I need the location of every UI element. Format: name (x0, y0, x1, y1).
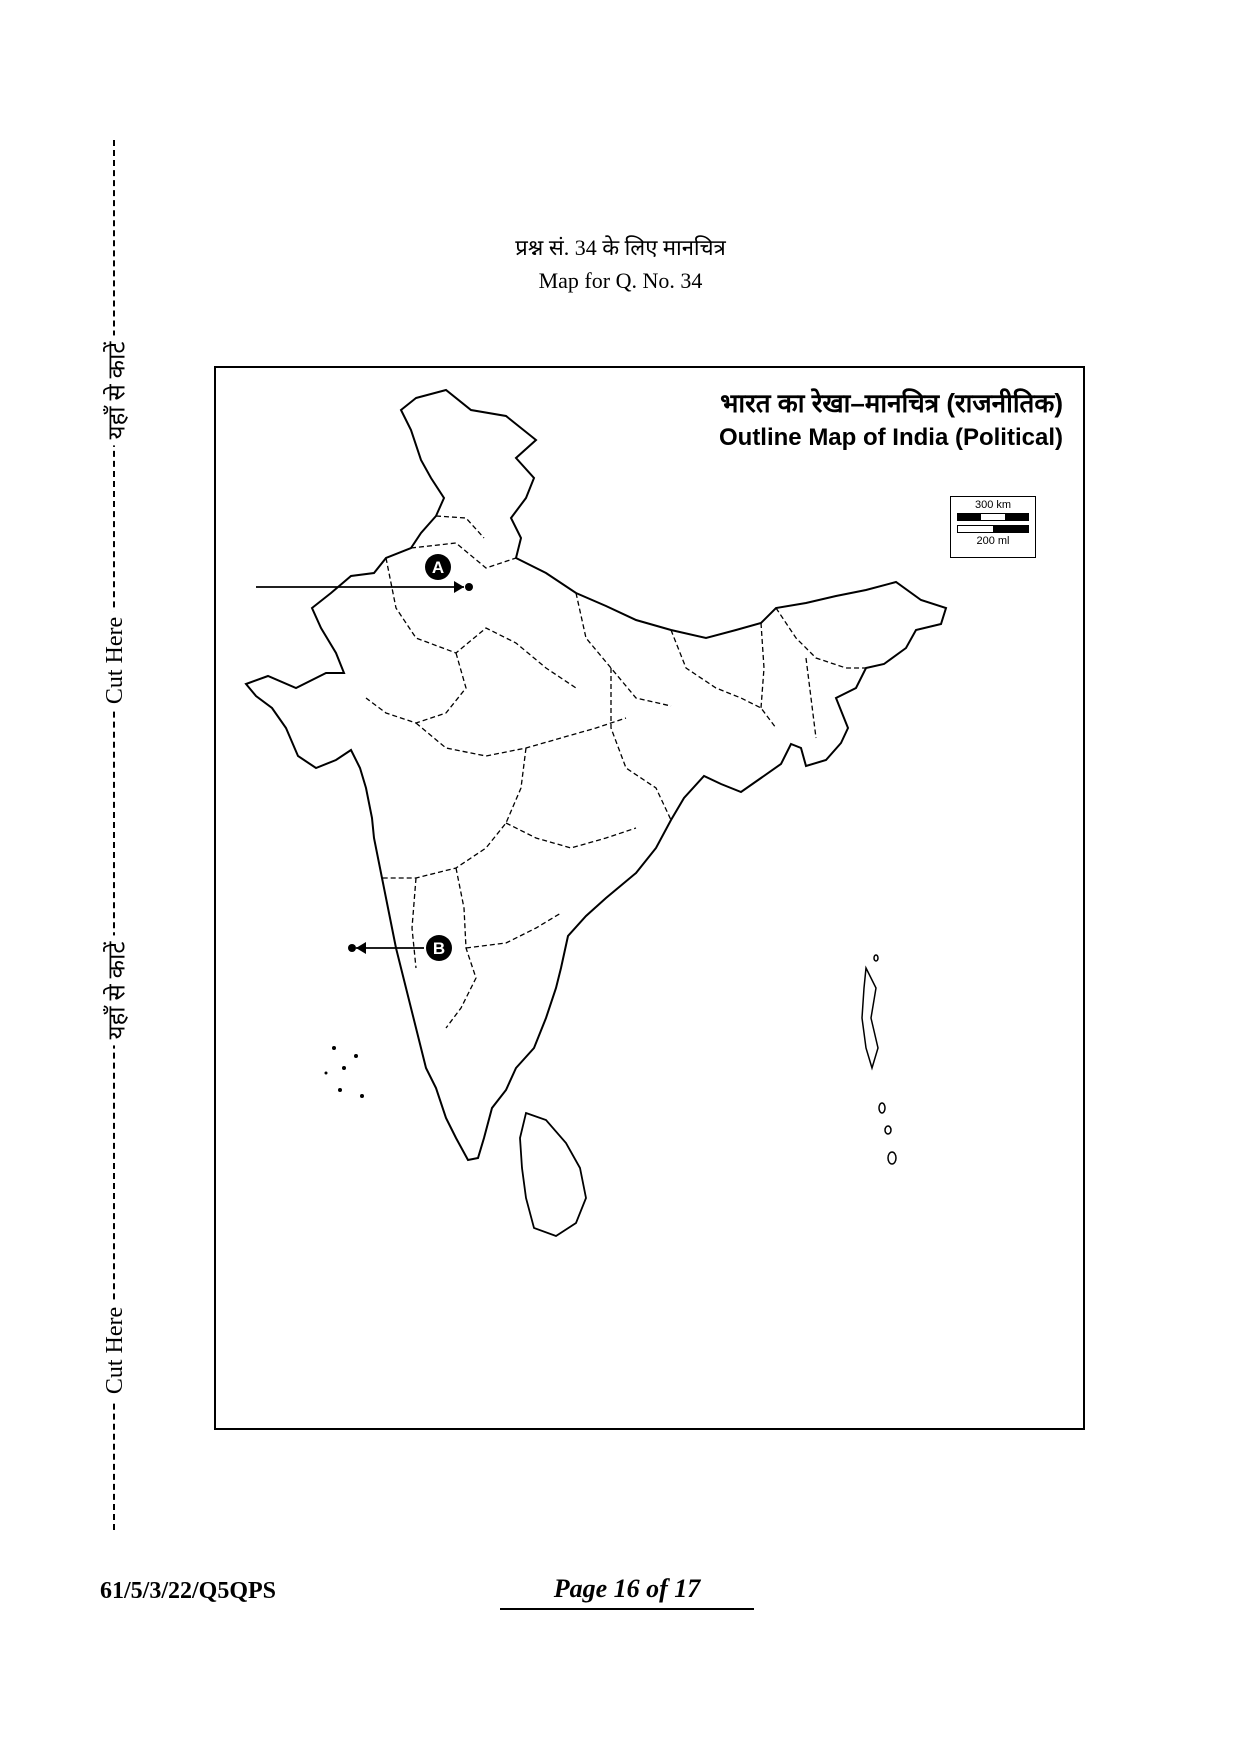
cut-here-margin (96, 140, 136, 1530)
marker-a-point (465, 583, 473, 591)
map-frame (214, 366, 1085, 1430)
india-outline (246, 390, 946, 1160)
cut-label-hi-top: यहाँ से काटें (96, 290, 136, 490)
map-heading-hindi: भारत का रेखा–मानचित्र (राजनीतिक) (720, 388, 1063, 418)
paper-code: 61/5/3/22/Q5QPS (100, 1578, 277, 1604)
page-number: Page 16 of 17 (500, 1574, 754, 1610)
marker-a-arrowhead (454, 581, 464, 593)
marker-b-label: B (432, 939, 446, 958)
scale-mi-label: 200 ml (976, 535, 1010, 547)
marker-b-arrowhead (356, 942, 366, 954)
andaman-nicobar-islands (862, 955, 896, 1164)
marker-a-label: A (431, 558, 445, 577)
lakshadweep-islands (325, 1046, 365, 1098)
cut-label-en-bottom: Cut Here (96, 1250, 136, 1450)
map-heading-english: Outline Map of India (Political) (718, 424, 1063, 451)
map-title-hindi: प्रश्न सं. 34 के लिए मानचित्र (515, 235, 726, 260)
cut-label-en-top: Cut Here (96, 560, 136, 760)
sri-lanka-outline (520, 1113, 586, 1236)
map-title-english: Map for Q. No. 34 (538, 268, 703, 293)
marker-b-point (348, 944, 356, 952)
scale-km-label: 300 km (974, 499, 1012, 511)
india-outline-map (216, 368, 1087, 1432)
marker-b (348, 935, 452, 961)
cut-label-hi-bottom: यहाँ से काटें (96, 890, 136, 1090)
